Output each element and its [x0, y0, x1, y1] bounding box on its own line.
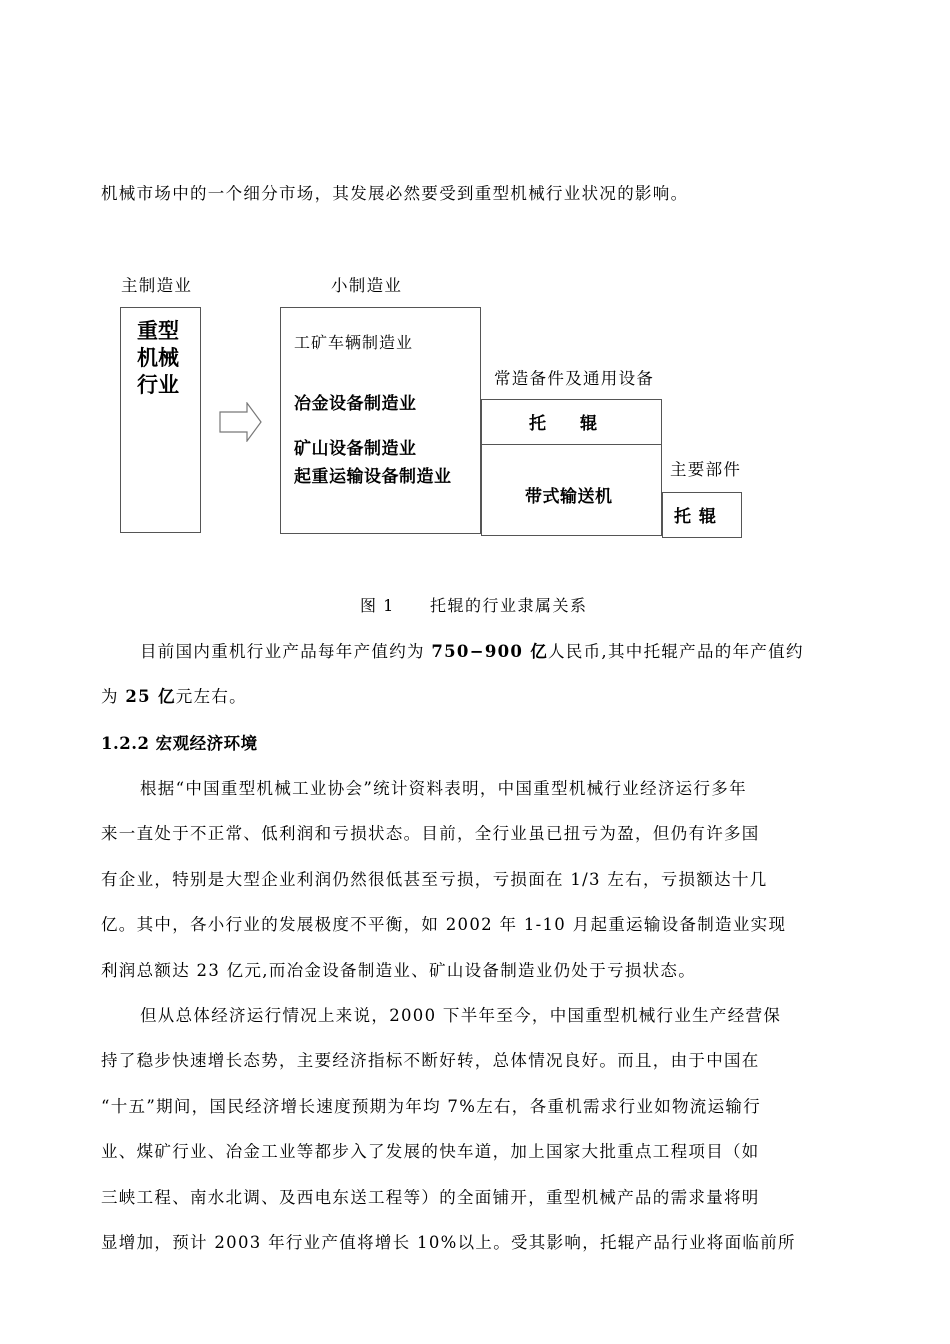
para2-line: 亿。其中，各小行业的发展极度不平衡，如 2002 年 1-10 月起重运输设备制造业实现 [101, 915, 787, 934]
idler-small-box [662, 492, 742, 538]
para1-idler-unit: 亿 [150, 687, 176, 706]
intro-line: 机械市场中的一个细分市场，其发展必然要受到重型机械行业状况的影响。 [101, 184, 689, 203]
para1-line1-post: 人民币,其中托辊产品的年产值约 [548, 642, 804, 661]
main-industry-line-3: 行业 [137, 372, 179, 397]
label-main-parts: 主要部件 [670, 460, 742, 479]
para3-line: 显增加，预计 2003 年行业产值将增长 10%以上。受其影响，托辊产品行业将面临前所 [101, 1233, 796, 1252]
small-item-mining: 矿山设备制造业 [294, 439, 417, 459]
para1-line2-pre: 为 [101, 687, 126, 706]
small-item-hoisting: 起重运输设备制造业 [294, 467, 452, 487]
idler-small-text: 托 辊 [674, 507, 717, 527]
para1-line1-pre: 目前国内重机行业产品每年产值约为 [140, 642, 432, 661]
section-heading: 1.2.2 宏观经济环境 [101, 734, 258, 753]
small-item-vehicles: 工矿车辆制造业 [294, 333, 414, 352]
label-main-industry: 主制造业 [121, 276, 193, 295]
idler-box [481, 399, 662, 445]
right-arrow-icon [219, 402, 263, 442]
para2-line: 利润总额达 23 亿元,而冶金设备制造业、矿山设备制造业仍处于亏损状态。 [101, 961, 697, 980]
conveyor-box [481, 444, 662, 536]
main-industry-box [120, 307, 201, 533]
para1-line2-post: 元左右。 [175, 687, 247, 706]
para1-value-range: 750−900 [431, 642, 524, 661]
para3-line: 业、煤矿行业、冶金工业等都步入了发展的快车道，加上国家大批重点工程项目（如 [101, 1142, 760, 1161]
figure-caption-text: 托辊的行业隶属关系 [430, 596, 588, 615]
label-spare-parts: 常造备件及通用设备 [494, 369, 655, 388]
small-item-metallurgy: 冶金设备制造业 [294, 394, 417, 414]
conveyor-box-text: 带式输送机 [525, 487, 613, 507]
para3-line: 持了稳步快速增长态势，主要经济指标不断好转，总体情况良好。而且，由于中国在 [101, 1051, 760, 1070]
para1-idler-value: 25 [125, 687, 151, 706]
main-industry-line-1: 重型 [137, 318, 179, 343]
para1-unit: 亿 [523, 642, 549, 661]
para3-line: “十五”期间，国民经济增长速度预期为年均 7%左右，各重机需求行业如物流运输行 [101, 1097, 761, 1116]
main-industry-line-2: 机械 [137, 345, 179, 370]
para2-line: 根据“中国重型机械工业协会”统计资料表明，中国重型机械行业经济运行多年 [140, 779, 747, 798]
para1-line2 [101, 683, 247, 707]
para2-line: 有企业，特别是大型企业利润仍然很低甚至亏损，亏损面在 1/3 左右，亏损额达十几 [101, 870, 768, 889]
para3-line: 三峡工程、南水北调、及西电东送工程等）的全面铺开，重型机械产品的需求量将明 [101, 1188, 760, 1207]
main-industry-text [137, 317, 179, 398]
para3-line: 但从总体经济运行情况上来说，2000 下半年至今，中国重型机械行业生产经营保 [140, 1006, 782, 1025]
para2-line: 来一直处于不正常、低利润和亏损状态。目前，全行业虽已扭亏为盈，但仍有许多国 [101, 824, 760, 843]
para1-line1 [140, 638, 804, 662]
label-small-industry: 小制造业 [331, 276, 403, 295]
figure-caption-number: 图 1 [360, 596, 395, 615]
idler-box-text: 托 辊 [529, 414, 597, 434]
